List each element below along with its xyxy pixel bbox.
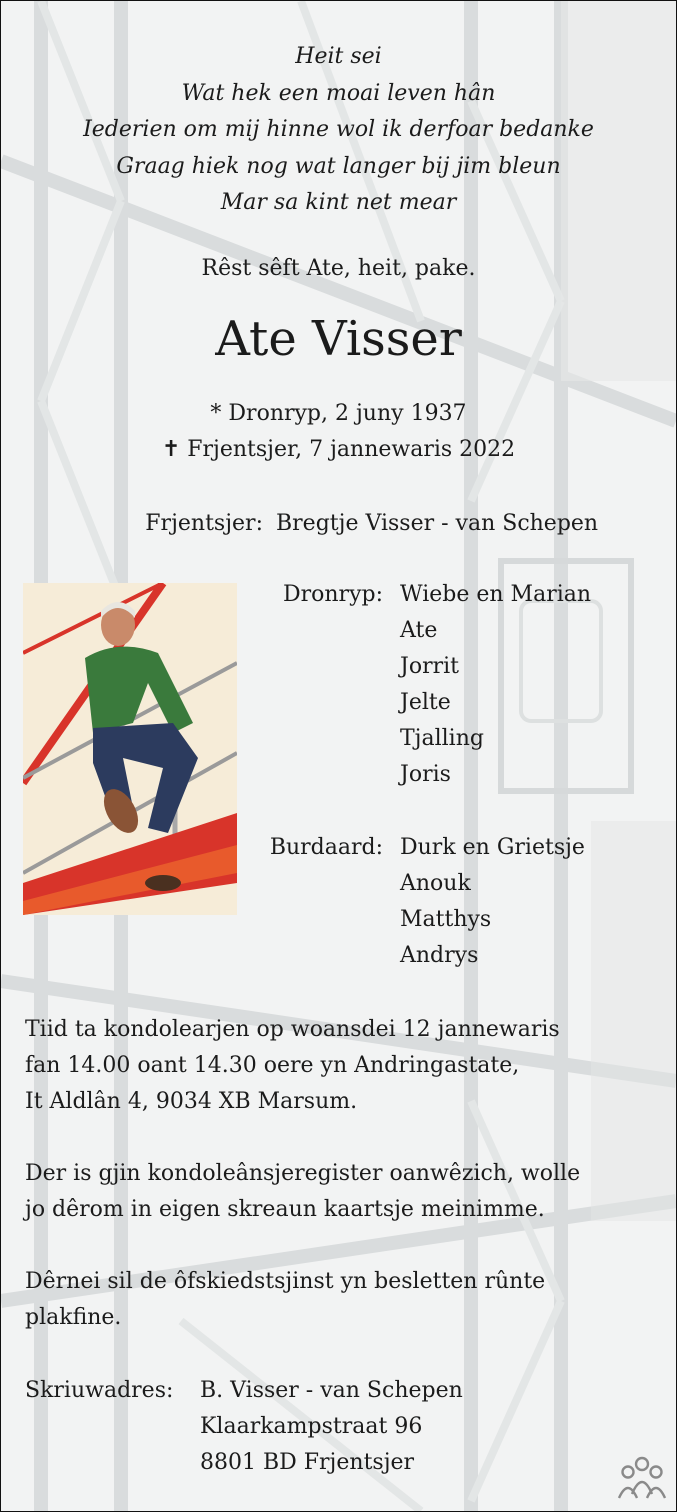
death-date: ✝ Frjentsjer, 7 jannewaris 2022 [161,437,516,462]
family-names: Anouk [400,871,471,896]
farewell-text: Rêst sêft Ate, heit, pake. [201,256,476,281]
family-names: Jorrit [400,654,459,679]
poem-line: Wat hek een moai leven hân [181,80,496,106]
family-names: Wiebe en Marian [400,582,592,607]
family-place-label: Burdaard: [269,835,383,860]
register-info [25,1156,580,1228]
correspondence-address [25,1373,463,1475]
family-names: Tjalling [400,726,484,751]
funeral-info [25,1264,545,1336]
birth-date: * Dronryp, 2 juny 1937 [210,401,467,426]
register-line: Der is gjin kondoleânsjeregister oanwêzich, wolle [25,1161,581,1186]
funeral-line: plakfine. [25,1305,122,1330]
family-names: Joris [400,762,451,787]
funeral-line: Dêrnei sil de ôfskiedstsjinst yn besletten rûnte [25,1269,546,1294]
family-names: Jelte [400,690,451,715]
poem-line: Mar sa kint net mear [220,190,457,215]
family-place-label: Frjentsjer: [145,511,263,536]
family-names: Ate [400,618,438,643]
condolence-line: It Aldlân 4, 9034 XB Marsum. [25,1089,358,1114]
address-line: B. Visser - van Schepen [200,1378,463,1403]
address-line: 8801 BD Frjentsjer [200,1450,415,1475]
family-names: Andrys [400,943,479,968]
deceased-name: Ate Visser [215,311,462,367]
address-label: Skriuwadres: [25,1378,174,1403]
family-names: Durk en Grietsje [400,835,585,860]
family-place-label: Dronryp: [282,582,383,607]
family-names: Bregtje Visser - van Schepen [276,511,599,536]
register-line: jo dêrom in eigen skreaun kaartsje meinimme. [25,1197,545,1222]
people-group-logo [617,1454,667,1502]
condolence-info [25,1012,560,1120]
family-names: Matthys [400,907,492,932]
address-line: Klaarkampstraat 96 [200,1414,423,1439]
poem-line: Iederien om mij hinne wol ik derfoar bedanke [83,117,594,142]
poem-line: Heit sei [295,44,382,69]
condolence-line: Tiid ta kondolearjen op woansdei 12 jannewaris [25,1017,560,1042]
condolence-line: fan 14.00 oant 14.30 oere yn Andringastate, [25,1053,520,1078]
poem-line: Graag hiek nog wat langer bij jim bleun [116,153,561,179]
poem [1,39,676,222]
life-dates [1,396,676,468]
